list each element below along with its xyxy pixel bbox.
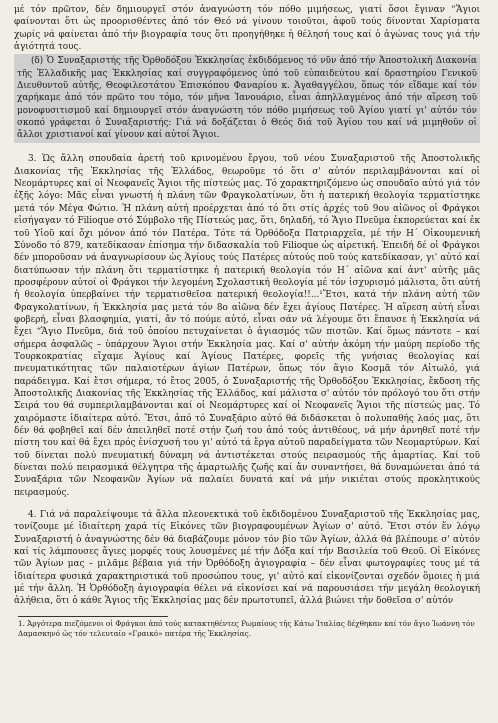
- paragraph-4: 4. Γιά νά παραλείψουμε τά ἄλλα πλεονεκτικά τοῦ ἐκδιδομένου Συναξαριστοῦ τῆς Ἐκκλησίας μας, τονίζουμε μέ ἰδιαίτερη χαρά τίς Εἰκόνες τῶν βιογραφουμένων Ἁγίων σ' αὐτό. Ἔτσι στόν ἕν λόγῳ Συναξαριστή ὁ ἀναγνώστης δέν θά διαβάζουμε μόνον τόν βίο τῶν Ἁγίων, ἀλλά θά βλέπουμε σ' αὐτόν καί τίς λάμπουσες ἅγιες μορφές τους λουσμένες μέ τήν Δόξα καί τήν Βασιλεία τοῦ Θεοῦ. Οἱ Εἰκόνες τῶν Ἁγίων μας – μιλᾶμε βέβαια γιά τήν Ὀρθόδοξη ἁγιογραφία – δέν εἶναι φωτογραφίες τους μέ τά ἰδιαίτερα φυσικά χαρακτηριστικά τοῦ προσώπου τους, γι' αὐτό καί εἰκονίζονται σχεδόν ὅμοιες ἡ μιά μέ τήν ἄλλη. Ἡ Ὀρθόδοξη ἁγιογραφία θέλει νά εἰκονίσει καί νά παρουσιάσει τήν μεγάλη θεολογική ἀλήθεια, ὅτι ὁ κάθε Ἅγιος τῆς Ἐκκλησίας μας δέν πρωτοτυπεῖ, ἀλλά βιώνει τήν δοθεῖσα σ' αὐτόν: [14, 510, 480, 607]
- footnote: 1. Ἀργότερα πιεζόμενοι οἱ Φράγκοι ἀπό τούς κατακτηθέντες Ρωμαίους τῆς Κάτω Ἰταλίας δέχθηκαν καί τόν ἅγιο Ἰωάννη τόν Δαμασκηνό ὡς τόν τελευταῖο «Γραικό» πατέρα τῆς Ἐκκλησίας.: [18, 618, 475, 638]
- paragraph-top: μέ τόν πρῶτον, δέν δημιουργεῖ στόν ἀναγνώστη τόν πόθο μιμήσεως, γιατί ὅσοι ἔγιναν “Ἅγιοι φαίνονται ὅτι ὡς προορισθέντες ἀπό τόν Θεό νά γίνουν τοιοῦτοι, ἀφοῦ τούς δίνονται Χαρίσματα χωρίς νά φαίνεται ἀπό τήν βιογραφία τους ὅτι προηγήθηκε ἡ θέλησή τους καί ὁ ἀγώνας τους γιά τήν ἁγιότητά τους.: [14, 5, 480, 53]
- highlight-box: [14, 54, 480, 143]
- paragraph-d: (δ) Ὁ Συναξαριστής τῆς Ὀρθοδόξου Ἐκκλησίας ἐκδιδόμενος τό νῦν ἀπό τήν Ἀποστολική Διακονία τῆς Ἐλλαδικῆς μας Ἐκκλησίας καί συγγραφόμενος ὑπό τοῦ εὐπαιδεύτου καί δραστηρίου Γενικοῦ Διευθυντοῦ αὐτῆς, Θεοφιλεστάτου Ἐπισκόπου Φαναρίου κ. Ἀγαθαγγέλου, ὅπως τόν εἴδαμε καί τόν χαρήκαμε ἀπό τόν πρῶτο του τόμο, τόν μῆνα Ἰανουάριο, εἶναι ἀπηλλαγμένος ἀπό τήν αἵρεση τοῦ μονοφυσιτισμοῦ καί δημιουργεῖ στόν ἀναγνώστη τόν πόθο μιμήσεως τοῦ Ἁγίου γιατί γι' αὐτόν τόν σκοπό γράφεται ὁ Συναξαριστής: Γιά νά δοξάζεται ὁ Θεός διά τοῦ Ἁγίου του καί νά μιμηθοῦν οἱ ἄλλοι χριστιανοί καί γίνουν καί αὐτοί Ἅγιοι.: [17, 56, 477, 141]
- footnote-rule: [18, 616, 168, 617]
- paragraph-3: 3. Ὡς ἄλλη σπουδαία ἀρετή τοῦ κρινομένου ἔργου, τοῦ νέου Συναξαριστοῦ τῆς Ἀποστολικῆς Διακονίας τῆς Ἐκκλησίας τῆς Ἑλλάδος, θεωροῦμε τό ὅτι σ' αὐτόν περιλαμβάνονται καί οἱ Νεομάρτυρες καί οἱ Νεοφανεῖς Ἅγιοι τῆς πίστεώς μας. Τό χαρακτηριζόμενο ὡς σπουδαῖο αὐτό γιά τόν ἑξῆς λόγο: Μᾶς εἶναι γνωστή ἡ πλάνη τῶν Φραγκολατίνων, ὅτι ἡ πατερική θεολογία τερματίστηκε μετά τόν Μέγα Φώτιο. Ἡ πλάνη αὐτή προέρχεται ἀπό τό ὅτι στίς ἀρχές τοῦ 9ου αἰῶνος οἱ Φράγκοι εἰσήγαγαν τό Filioque στό Σύμβολο τῆς Πίστεώς μας, ὅτι, δηλαδή, τό Ἅγιο Πνεῦμα ἐκπορεύεται καί ἐκ τοῦ Υἱοῦ καί ὄχι μόνον ἀπό τόν Πατέρα. Τότε τά Ὀρθόδοξα Πατριαρχεῖα, μέ τήν Η´ Οἰκουμενική Σύνοδο τό 879, κατεδίκασαν ἐπίσημα τήν διδασκαλία τοῦ Filioque ὡς αἱρετική. Ἐπειδή δέ οἱ Φράγκοι δέν μποροῦσαν νά ἀναγνωρίσουν ὡς Ἁγίους τούς Πατέρες αὐτούς ποῦ τούς κατεδίκασαν, γι' αὐτό καί διατύπωσαν τήν πλάνη ὅτι τερματίστηκε ἡ πατερική θεολογία τόν Η´ αἰῶνα καί ἀντ' αὐτῆς μᾶς προσφέρουν αὐτοί οἱ Φράγκοι τήν λεγομένη Σχολαστική θεολογία μέ τόν ἰσχυρισμό μάλιστα, ὅτι αὐτή ἡ θεολογία ὑπερβαίνει τήν τερματισθεῖσα πατερική θεολογία!!...¹Ἔτσι, κατά τήν πλάνη αὐτή τῶν Φραγκολατίνων, ἡ Ἐκκλησία μας μετά τόν 8ο αἰῶνα δέν ἔχει ἁγίους Πατέρες. Ἡ αἵρεση αὐτή εἶναι φοβερή, εἶναι βλασφημία, γιατί, ἄν τό πούμε αὐτό, εἶναι σάν νά λέγουμε ὅτι ἔπαυσε ἡ Ἐκκλησία νά ἔχει “Ἅγιο Πνεῦμα, διά τοῦ ὁποίου πετυχαίνεται ὁ ἁγιασμός τῶν πιστῶν. Καί ὅμως πάντοτε – καί σήμερα ἀσφαλῶς – ὑπάρχουν Ἅγιοι στήν Ἐκκλησία μας. Καί σ' αὐτήν ἀκόμη τήν μαύρη περίοδο τῆς Τουρκοκρατίας εἴχαμε Ἁγίους καί Ἁγίους Πατέρες, φορεῖς τῆς γνήσιας θεολογίας καί πνευματικότητας τῶν παλαιοτέρων ἁγίων Πατέρων, ὅπως τόν ἅγιο Κοσμᾶ τόν Αἰτωλό, γιά παράδειγμα. Καί ἔτσι σήμερα, τό ἔτος 2005, ὁ Συναξαριστής τῆς Ὀρθοδόξου Ἐκκλησίας, ἔκδοση τῆς Ἀποστολικῆς Διακονίας τῆς Ἐκκλησίας τῆς Ἑλλάδος, καί μάλιστα σ' αὐτόν τόν πρόλογό του ὅτι στήν Σειρά του θά συμπεριλαμβάνονται καί οἱ Νεομάρτυρες καί οἱ Νεοφανεῖς Ἅγιοι τῆς πίστεώς μας. Τό χαιρόμαστε ἰδιαίτερα αὐτό. Ἔτσι, ἀπό τό Συναξάριο αὐτό θά διδάσκεται ὁ πολυπαθής λαός μας, ὅτι δέν θά φοβηθεῖ καί δέν ἀπειληθεῖ ποτέ στήν ζωή του ἀπό τούς ἀντιθέους, νά μήν ἀρνηθεῖ ποτέ τήν πίστη του καί θά ἔχει πρός ἐνίσχυσή του γι' αὐτό τά ἔργα αὐτοῦ παραδείγματα τῶν Νεομαρτύρων. Καί τοῦ δίνεται πολύ πνευματική δύναμη νά ἀντιστέκεται στούς πειρασμούς τῆς ἁμαρτίας. Καί τοῦ δίνεται πολύ πειρασμικά θέλγητρα τῆς ἁμαρτωλῆς ζωῆς καί ἄν συναντήσει, θά δυναμώνεται ἀπό τά Συναξάρια τῶν Νεοφανῶν Ἁγίων νά παλαίει δυνατά καί νά μήν νικιέται στούς προκλητικούς πειρασμούς.: [14, 154, 480, 498]
